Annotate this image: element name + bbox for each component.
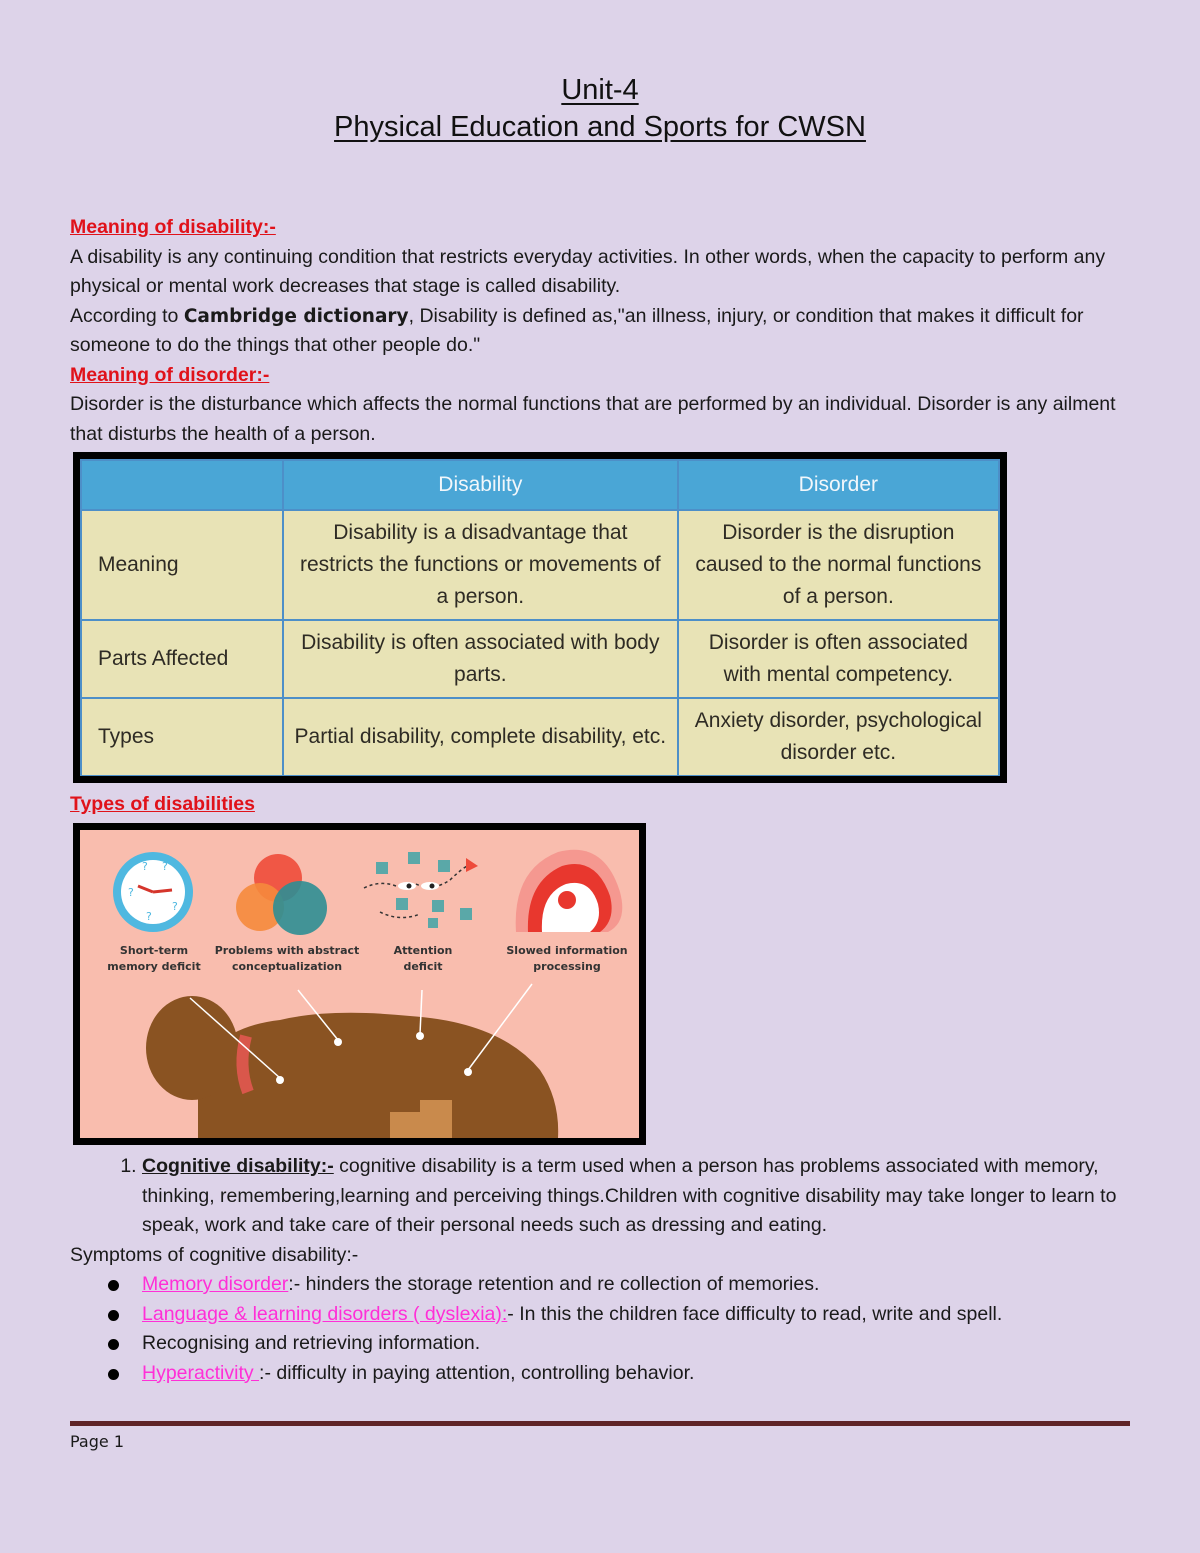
label-conceptualization: conceptualization xyxy=(231,960,343,973)
list-item xyxy=(142,1359,1130,1389)
pointer-dot xyxy=(334,1038,342,1046)
language-learning-link[interactable]: Language & learning disorders ( dyslexia): xyxy=(142,1302,508,1325)
disability-heading: Meaning of disability:- xyxy=(70,216,276,238)
cell-meaning-disorder: Disorder is the disruption caused to the normal functions of a person. xyxy=(678,510,999,620)
cognitive-section xyxy=(70,1152,1130,1388)
recognising-text: Recognising and retrieving information. xyxy=(142,1332,481,1354)
table-header-disorder: Disorder xyxy=(678,460,999,510)
cambridge-definition xyxy=(70,302,1130,361)
cambridge-suffix: , Disability is defined as,"an illness, injury, or condition that makes it difficult for someone to do the things that other people do." xyxy=(70,304,1084,356)
disorder-definition: Disorder is the disturbance which affects the normal functions that are performed by an individual. Disorder is any ailment that disturbs the health of a person. xyxy=(70,393,1116,445)
cognitive-term: Cognitive disability:- xyxy=(142,1155,334,1177)
comparison-table xyxy=(80,459,1000,777)
language-learning-text: - In this the children face difficulty to read, write and spell. xyxy=(507,1302,1003,1325)
table-row xyxy=(81,698,999,776)
cell-parts-disorder: Disorder is often associated with mental competency. xyxy=(678,620,999,698)
label-abstract: Problems with abstract xyxy=(214,944,360,957)
circle-teal xyxy=(273,881,327,935)
row-label-meaning: Meaning xyxy=(81,510,283,620)
pointer-dot xyxy=(276,1076,284,1084)
table-row xyxy=(81,620,999,698)
memory-disorder-link[interactable]: Memory disorder xyxy=(142,1273,289,1295)
table-header-disability: Disability xyxy=(283,460,678,510)
illustration-svg xyxy=(80,830,639,1138)
cambridge-prefix: According to xyxy=(70,304,184,327)
hair-bun xyxy=(146,996,238,1100)
row-label-parts: Parts Affected xyxy=(81,620,283,698)
disorder-heading: Meaning of disorder:- xyxy=(70,363,270,386)
square xyxy=(438,860,450,872)
square xyxy=(376,862,388,874)
label-deficit: deficit xyxy=(403,960,443,973)
cognitive-illustration xyxy=(73,823,646,1145)
cell-meaning-disability: Disability is a disadvantage that restricts the functions or movements of a person. xyxy=(283,510,678,620)
list-item xyxy=(142,1270,1130,1300)
clock-question-mark: ? xyxy=(142,860,148,873)
memory-disorder-text: :- hinders the storage retention and re collection of memories. xyxy=(288,1273,820,1295)
square xyxy=(396,898,408,910)
pupil-left xyxy=(407,884,412,889)
symptoms-list xyxy=(70,1270,1130,1388)
forehead xyxy=(390,1112,420,1138)
types-of-disabilities-heading: Types of disabilities xyxy=(70,793,255,815)
clock-question-mark: ? xyxy=(146,910,152,923)
label-memory-deficit: memory deficit xyxy=(107,960,201,973)
pointer-dot xyxy=(416,1032,424,1040)
clock-question-mark: ? xyxy=(162,860,168,873)
label-short-term: Short-term xyxy=(119,944,189,957)
clock-question-mark: ? xyxy=(172,900,178,913)
table-header-row xyxy=(81,460,999,510)
cell-types-disability: Partial disability, complete disability, etc. xyxy=(283,698,678,776)
footer-divider xyxy=(70,1421,1130,1426)
forehead xyxy=(420,1100,452,1138)
list-item-cognitive xyxy=(142,1152,1130,1241)
document-title: Physical Education and Sports for CWSN xyxy=(334,111,866,143)
label-slowed: Slowed information xyxy=(506,944,628,957)
cell-types-disorder: Anxiety disorder, psychological disorder etc. xyxy=(678,698,999,776)
label-attention: Attention xyxy=(393,944,453,957)
table-header-blank xyxy=(81,460,283,510)
list-item xyxy=(142,1300,1130,1330)
bullet-icon xyxy=(108,1369,119,1380)
hyperactivity-text: :- difficulty in paying attention, controlling behavior. xyxy=(259,1361,695,1384)
bullet-icon xyxy=(108,1310,119,1321)
title-block xyxy=(0,72,1200,146)
square xyxy=(460,908,472,920)
cambridge-dictionary-term: Cambridge dictionary xyxy=(183,305,409,327)
square xyxy=(428,918,438,928)
clock-question-mark: ? xyxy=(128,886,134,899)
disability-definition: A disability is any continuing condition that restricts everyday activities. In other words, when the capacity to perform any physical or mental work decreases that stage is called disability. xyxy=(70,245,1106,297)
intro-content xyxy=(70,213,1130,449)
square xyxy=(432,900,444,912)
bullet-icon xyxy=(108,1280,119,1291)
hyperactivity-link[interactable]: Hyperactivity xyxy=(142,1361,260,1384)
bullet-icon xyxy=(108,1339,119,1350)
page-number: Page 1 xyxy=(70,1432,124,1451)
list-item xyxy=(142,1329,1130,1359)
cognitive-description: cognitive disability is a term used when a person has problems associated with memory, thinking, remembering,learning and perceiving things.Children with cognitive disability may take longer to learn to speak, work and take care of their personal needs such as dressing and eating. xyxy=(142,1155,1117,1236)
unit-title: Unit-4 xyxy=(561,74,639,106)
symptoms-heading: Symptoms of cognitive disability:- xyxy=(70,1243,359,1266)
clock-icon xyxy=(113,852,193,932)
table-row xyxy=(81,510,999,620)
brain-spot xyxy=(558,891,576,909)
pointer-dot xyxy=(464,1068,472,1076)
pupil-right xyxy=(430,884,435,889)
numbered-list xyxy=(70,1152,1130,1241)
label-processing: processing xyxy=(533,960,601,973)
square xyxy=(408,852,420,864)
clock-hand-minute xyxy=(153,890,172,892)
cell-parts-disability: Disability is often associated with body parts. xyxy=(283,620,678,698)
row-label-types: Types xyxy=(81,698,283,776)
comparison-table-image xyxy=(73,452,1007,783)
